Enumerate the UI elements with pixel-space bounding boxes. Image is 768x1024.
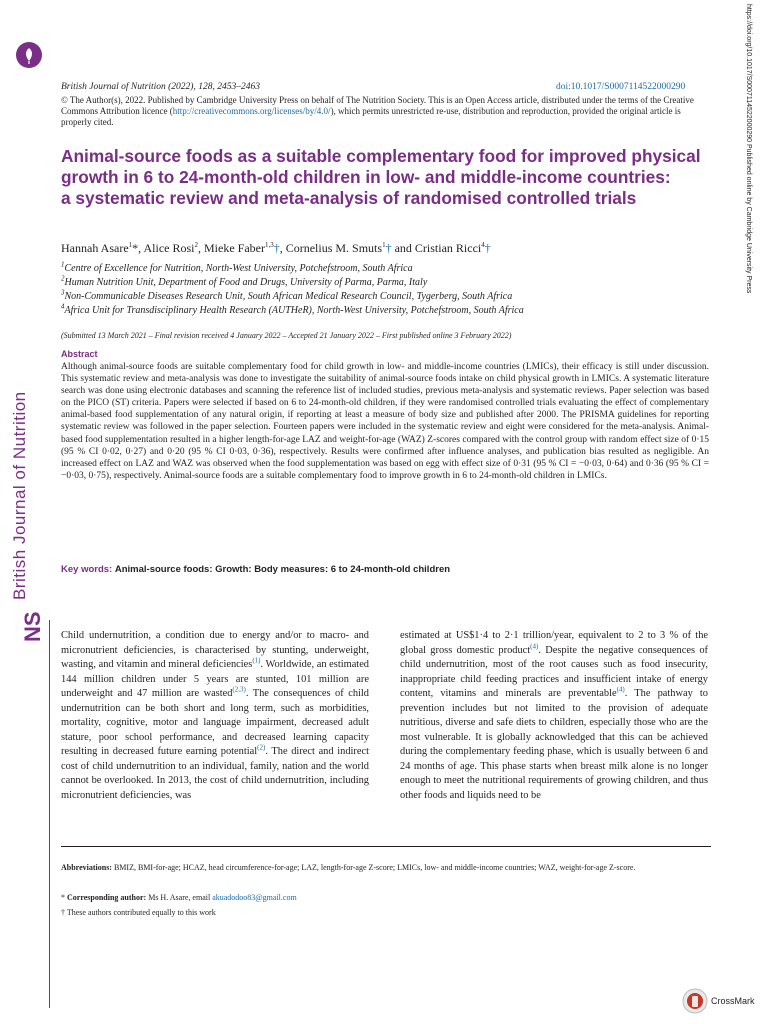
license-statement: © The Author(s), 2022. Published by Cambridge University Press on behalf of The Nutrition Society. This is an Open Access article, distributed under the terms of the Creative Commons Attribution licence (http://creativecommons.org/licenses/by/4.0/), which permits unrestricted re-use, distribution and reproduction, provided the original article is properly cited.	[61, 95, 694, 127]
abstract-heading: Abstract	[61, 349, 98, 359]
crossmark-label[interactable]: CrossMark	[711, 996, 755, 1006]
spine-journal-name: British Journal of Nutrition	[10, 391, 29, 600]
abbreviations-footnote: Abbreviations: BMIZ, BMI-for-age; HCAZ, head circumference-for-age; LAZ, length-for-age Z-score; LMICs, low- and middle-income countries; WAZ, weight-for-age Z-score.	[61, 863, 636, 872]
affiliation-2: $^2$Human Nutrition Unit, Department of Food and Drugs, University of Parma, Parma, Italy	[61, 274, 428, 288]
body-column-left: Child undernutrition, a condition due to energy and/or to macro- and micronutrient deficiencies, is characterised by stunting, underweight, wasting, and vitamin and mineral deficiencies$^{(1)}$. Worldwide, an estimated 144 million children under 5 years are stunted, 101 million are underweight and 47 million are wasted$^{(2,3)}$. The consequences of child undernutrition can be both short and long term, such as morbidities, mortality, cognitive, motor and language impairment, decreased adult stature, poor school performance, and decreased learning capacity resulting in decreased future earning potential$^{(2)}$. The direct and indirect cost of child undernutrition to an individual, family, nation and the world cannot be overlooked. In 2013, the cost of child undernutrition, including micronutrient deficiencies, was	[61, 630, 369, 801]
spine-rule	[49, 620, 50, 1008]
author-list: Hannah Asare$^1$*, Alice Rosi$^2$, Mieke Faber$^{1,3}$†, Cornelius M. Smuts$^1$† and Cristian Ricci$^4$†	[61, 241, 491, 255]
abstract-text: Although animal-source foods are suitable complementary food for child growth in low- and middle-income countries (LMICs), their efficacy is still under discussion. This systematic review and meta-analysis was done to investigate the suitability of animal-source foods intake on child physical growth in LMICs. A systematic literature search was done using electronic databases and scanning the reference list of included studies, previous meta-analysis and systematic reviews. Paper selection was based on the PICO (ST) criteria. Papers were selected if based on 6 to 24-month-old children, if they were randomised controlled trials evaluating the effect of complementary animal-based food supplementation of any natural origin, if reporting at least a measure of body size and published after 2000. The PRISMA guidelines for reporting systematic review was followed in the paper selection. Fourteen papers were included in the systematic review and eight were considered for the meta-analysis. Animal-based food supplementation resulted in a higher length-for-age LAZ and weight-for-age (WAZ) Z-scores compared with the control group with random effect size of 0·15 (95 % CI 0·02, 0·27) and 0·20 (95 % CI 0·03, 0·36), respectively. Results were confirmed after influence analyses, and publication bias resulted as negligible. An increased effect on LAZ and WAZ was observed when the food supplementation was based on egg with effect size of 0·31 (95 % CI = −0·03, 0·64) and 0·36 (95 % CI = −0·03, 0·75), respectively. Animal-source foods are a suitable complementary food to improve growth in 6 to 24-month-old children in LMICs.	[61, 362, 709, 481]
keywords: Key words: Animal-source foods: Growth: Body measures: 6 to 24-month-old children	[61, 564, 451, 575]
affiliation-4: $^4$Africa Unit for Transdisciplinary Health Research (AUTHeR), North-West University, Potchefstroom, South Africa	[61, 302, 524, 316]
society-logo-icon	[16, 42, 42, 68]
submission-dates: (Submitted 13 March 2021 – Final revision received 4 January 2022 – Accepted 21 January 2022 – First published online 3 February 2022)	[61, 331, 512, 340]
body-column-right: estimated at US$1·4 to 2·1 trillion/year, equivalent to 2 to 3 % of the global gross domestic product$^{(4)}$. Despite the negative consequences of child undernutrition, most of the root causes such as food insecurity, inappropriate child feeding practices and insufficient intake of energy content, vitamins and minerals are preventable$^{(4)}$. The pathway to prevention includes but not limited to the provision of adequate nutritious, diverse and safe diets to children, especially those who are the most vulnerable. It is globally acknowledged that this can be achieved during the complementary feeding phase, which is usually between 6 and 24 months of age. This phase starts when breast milk alone is no longer enough to meet the nutritional requirements of growing children, and thus other foods and liquids need to be	[400, 630, 709, 801]
footnote-divider	[61, 846, 711, 847]
svg-text:NS: NS	[20, 611, 44, 642]
license-link[interactable]: http://creativecommons.org/licenses/by/4.0/	[172, 106, 331, 116]
crossmark-icon[interactable]	[682, 988, 708, 1014]
author-email-link[interactable]: akuadodoo83@gmail.com	[212, 893, 297, 902]
article-doi[interactable]: doi:10.1017/S0007114522000290	[556, 82, 686, 92]
ns-logo-icon	[16, 610, 44, 650]
affiliation-3: $^3$Non-Communicable Diseases Research Unit, South African Medical Research Council, Tygerberg, South Africa	[61, 288, 513, 302]
corresponding-author-footnote: * Corresponding author: Ms H. Asare, email akuadodoo83@gmail.com	[61, 893, 297, 902]
article-title: Animal-source foods as a suitable complementary food for improved physical growth in 6 to 24-month-old children in low- and middle-income countries: a systematic review and meta-analysis of randomised controlled trials	[61, 146, 701, 208]
equal-contribution-footnote: † These authors contributed equally to this work	[61, 908, 216, 917]
affiliation-1: $^1$Centre of Excellence for Nutrition, North-West University, Potchefstroom, South Africa	[61, 260, 413, 274]
journal-citation: British Journal of Nutrition (2022), 128, 2453–2463	[61, 82, 260, 92]
